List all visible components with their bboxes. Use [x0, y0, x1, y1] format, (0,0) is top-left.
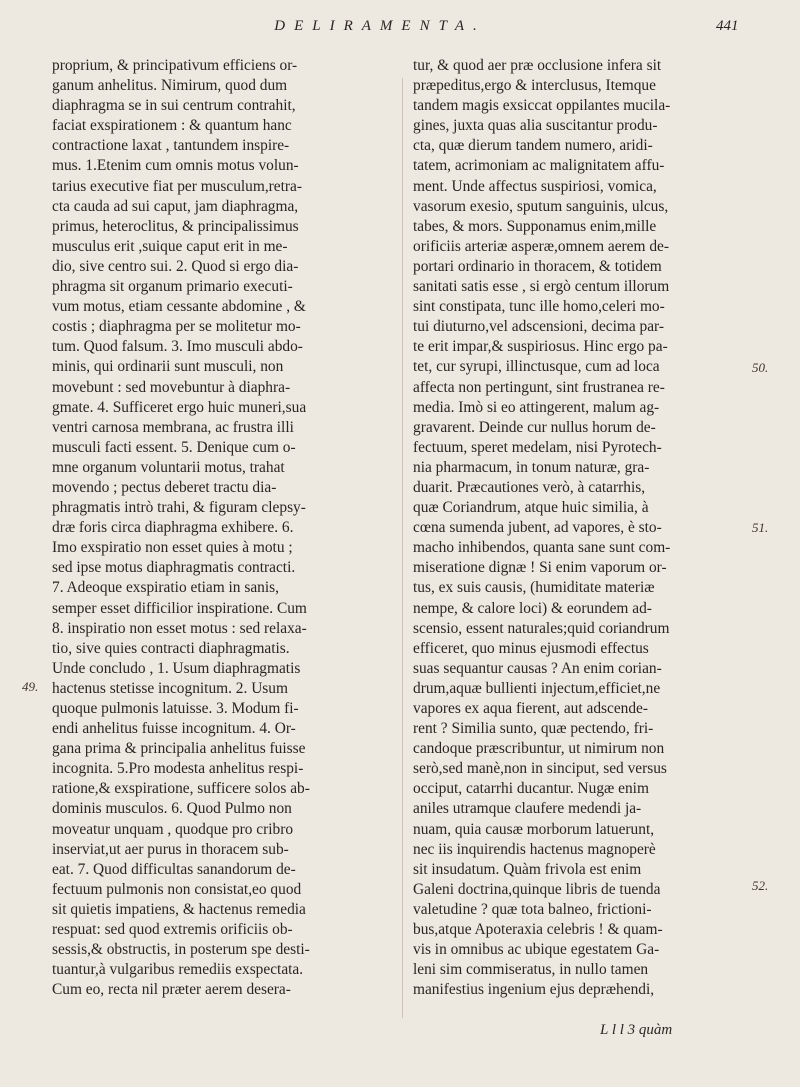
column-divider: [402, 78, 403, 1018]
text-line: portari ordinario in thoracem, & totidem: [413, 257, 662, 275]
text-line: vapores ex aqua fierent, aut adscende-: [413, 700, 649, 717]
text-line: tarius executive fiat per musculum,retra-: [52, 177, 302, 195]
text-line: tus, ex suis causis, (humiditate materiæ: [413, 579, 655, 597]
text-line: contractione laxat , tantundem inspire-: [52, 137, 290, 155]
margin-number-52: 52.: [752, 878, 769, 893]
page-number: 441: [716, 18, 739, 34]
text-line: tet, cur syrupi, illinctusque, cum ad loca: [413, 358, 660, 376]
text-line: mus. 1.Etenim cum omnis motus volun-: [52, 157, 299, 175]
text-line: eat. 7. Quod difficultas sanandorum de-: [52, 860, 296, 878]
text-line: incognita. 5.Pro modesta anhelitus respi-: [52, 760, 304, 778]
text-line: vis in omnibus ac ubique egestatem Ga-: [413, 941, 660, 959]
text-line: moveatur unquam , quodque pro cribro: [52, 820, 294, 838]
text-line: bus,atque Apoteraxia celebris ! & quam-: [413, 921, 663, 939]
text-line: scensio, essent naturales;quid coriandrum: [413, 619, 670, 637]
text-line: miseratione dignæ ! Si enim vaporum or-: [413, 559, 667, 577]
text-line: affecta non pertingunt, sint frustranea re-: [413, 378, 665, 396]
text-line: nuam, quia causæ morborum latuerunt,: [413, 820, 655, 838]
text-line: musculi facti essent. 5. Denique cum o-: [52, 438, 296, 456]
margin-number-51: 51.: [752, 520, 769, 535]
running-head: DELIRAMENTA.: [274, 18, 486, 34]
left-text-column: [52, 56, 382, 1000]
text-line: suas sequantur causas ? An enim corian-: [413, 659, 662, 677]
text-line: rent ? Similia sunto, quæ pectendo, fri-: [413, 720, 654, 738]
text-line: tatem, acrimoniam ac malignitatem affu-: [413, 157, 665, 175]
text-line: respuat: sed quod extremis orificiis ob-: [52, 921, 293, 939]
text-line: mne organum voluntarii motus, trahat: [52, 458, 285, 476]
text-line: cta, quæ dierum tandem numero, aridi-: [413, 137, 653, 155]
text-line: sint constipata, tunc ille homo,celeri mo-: [413, 298, 665, 316]
text-line: tur, & quod aer præ occlusione infera sit: [413, 57, 662, 74]
text-line: Galeni doctrina,quinque libris de tuenda: [413, 880, 661, 898]
text-line: 7. Adeoque exspiratio etiam in sanis,: [52, 579, 279, 597]
text-line: occiput, catarrhi ducantur. Nugæ enim: [413, 780, 649, 798]
text-line: leni sim commiseratus, in nullo tamen: [413, 961, 649, 979]
text-line: drum,aquæ bullienti injectum,efficiet,ne: [413, 679, 661, 697]
text-line: tum. Quod falsum. 3. Imo musculi abdo-: [52, 338, 303, 356]
text-line: serò,sed manè,non in sinciput, sed versus: [413, 760, 667, 778]
text-line: ventri carnosa membrana, ac frustra illi: [52, 418, 294, 436]
text-line: quoque pulmonis latuisse. 3. Modum fi-: [52, 700, 299, 717]
text-line: media. Imò si eo attingerent, malum ag-: [413, 398, 660, 416]
text-line: proprium, & principativum efficiens or-: [52, 57, 298, 74]
text-line: tui diuturno,vel adscensioni, decima par-: [413, 318, 664, 336]
text-line: hactenus stetisse incognitum. 2. Usum: [52, 679, 288, 697]
text-line: tuantur,à vulgaribus remediis exspectata.: [52, 961, 304, 979]
text-line: gravarent. Deinde cur nullus horum de-: [413, 418, 656, 436]
text-line: sit quietis impatiens, & hactenus remedia: [52, 900, 306, 918]
text-line: gana prima & principalia anhelitus fuisse: [52, 740, 306, 758]
text-line: Imo exspiratio non esset quies à motu ;: [52, 539, 293, 557]
text-line: fectuum, speret medelam, nisi Pyrotech-: [413, 438, 662, 456]
text-line: sed ipse motus diaphragmatis contracti.: [52, 559, 296, 577]
text-line: manifestius ingenium ejus depræhendi,: [413, 981, 655, 999]
text-line: vasorum exesio, sputum sanguinis, ulcus,: [413, 197, 669, 215]
text-line: aniles utramque claufere medendi ja-: [413, 800, 642, 818]
margin-number-50: 50.: [752, 360, 769, 375]
text-line: Unde concludo , 1. Usum diaphragmatis: [52, 659, 301, 677]
text-line: Cum eo, recta nil præter aerem desera-: [52, 981, 291, 999]
text-line: sanitati satis esse , si ergò centum illorum: [413, 278, 670, 296]
text-line: faciat exspirationem : & quantum hanc: [52, 117, 292, 135]
text-line: gines, juxta quas alia suscitantur produ-: [413, 117, 658, 135]
text-line: dræ foris circa diaphragma exhibere. 6.: [52, 519, 294, 537]
text-line: tio, sive quies contracti diaphragmatis.: [52, 639, 290, 657]
text-line: sessis,& obstructis, in posterum spe desti-: [52, 941, 310, 959]
text-line: primus, heteroclitus, & principalissimus: [52, 217, 299, 235]
margin-number-49: 49.: [22, 679, 39, 694]
text-line: tabes, & mors. Supponamus enim,mille: [413, 217, 657, 235]
text-line: cta cauda ad sui caput, jam diaphragma,: [52, 197, 299, 215]
text-line: nempe, & calore loci) & eorundem ad-: [413, 599, 652, 617]
running-header: [0, 18, 800, 44]
text-line: ganum anhelitus. Nimirum, quod dum: [52, 77, 288, 95]
text-line: phragmatis intrò trahi, & figuram clepsy-: [52, 499, 306, 517]
text-line: dio, sive centro sui. 2. Quod si ergo dia-: [52, 257, 299, 275]
text-line: movebunt : sed movebuntur à diaphra-: [52, 378, 291, 396]
text-line: 8. inspiratio non esset motus : sed relaxa-: [52, 619, 307, 637]
text-line: tandem magis exsiccat oppilantes mucila-: [413, 97, 671, 115]
text-line: quæ Coriandrum, atque huic similia, à: [413, 499, 649, 517]
text-line: semper esset difficilior inspiratione. Cum: [52, 599, 307, 617]
text-line: vum motus, etiam cessante abdomine , &: [52, 298, 306, 316]
text-line: fectuum pulmonis non consistat,eo quod: [52, 880, 302, 898]
text-line: diaphragma se in sui centrum contrahit,: [52, 97, 296, 115]
text-line: ratione,& exspiratione, sufficere solos ab-: [52, 780, 310, 798]
text-line: gmate. 4. Sufficeret ergo huic muneri,sua: [52, 398, 307, 416]
text-line: movendo ; pectus deberet tractu dia-: [52, 478, 277, 496]
text-line: duarit. Præcautiones verò, à catarrhis,: [413, 478, 646, 496]
text-line: cœna sumenda jubent, ad vapores, è sto-: [413, 519, 662, 537]
text-line: candoque præscribuntur, ut nimirum non: [413, 740, 665, 758]
text-line: te erit impar,& suspiriosus. Hinc ergo pa-: [413, 338, 668, 356]
text-line: costis ; diaphragma per se molitetur mo-: [52, 318, 301, 336]
text-line: orificiis arteriæ asperæ,omnem aerem de-: [413, 237, 669, 255]
text-line: endi anhelitus fuisse incognitum. 4. Or-: [52, 720, 296, 738]
text-line: phragma sit organum primario executi-: [52, 278, 293, 296]
text-line: nec iis inquirendis hactenus magnoperè: [413, 840, 656, 858]
text-line: præpeditus,ergo & interclusus, Itemque: [413, 77, 656, 95]
text-line: minis, qui ordinarii sunt musculi, non: [52, 358, 284, 376]
text-line: macho inhibendos, quanta sane sunt com-: [413, 539, 671, 557]
text-line: inserviat,ut aer purus in thoracem sub-: [52, 840, 289, 858]
text-line: musculus erit ,suique caput erit in me-: [52, 237, 288, 255]
right-text-column: [413, 56, 745, 1000]
text-line: valetudine ? quæ tota balneo, frictioni-: [413, 900, 652, 918]
text-line: dominis musculos. 6. Quod Pulmo non: [52, 800, 292, 818]
text-line: sit insudatum. Quàm frivola est enim: [413, 860, 642, 878]
text-line: efficeret, quo minus ejusmodi effectus: [413, 639, 649, 657]
text-line: ment. Unde affectus suspiriosi, vomica,: [413, 177, 657, 195]
text-line: nia pharmacum, in tonum naturæ, gra-: [413, 458, 650, 476]
catchword: L l l 3 quàm: [600, 1022, 673, 1038]
